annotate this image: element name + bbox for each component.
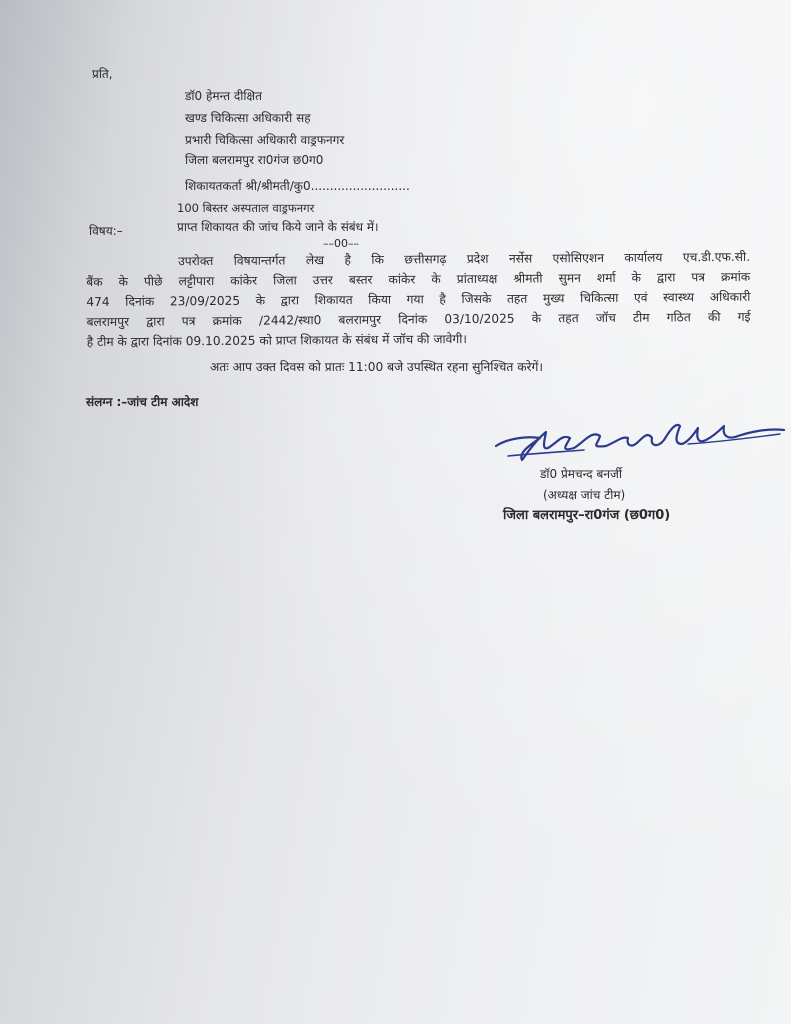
enclosure: संलग्न :–जांच टीम आदेश	[86, 395, 199, 409]
signatory-role: (अध्यक्ष जांच टीम)	[543, 488, 626, 502]
handwritten-signature	[488, 408, 788, 468]
body-paragraph	[86, 249, 751, 350]
body-line-1: उपरोक्त विषयान्तर्गत लेख है कि छत्तीसगढ़ प्रदेश नर्सेस एसोसिएशन कार्यालय एच.डी.एफ.सी.	[178, 249, 751, 269]
recipient-designation-2: प्रभारी चिकित्सा अधिकारी वाड्रफनगर	[185, 133, 345, 147]
subject-text: प्राप्त शिकायत की जांच किये जाने के संबंध में।	[177, 220, 379, 234]
body-line-4: बलरामपुर द्वारा पत्र क्रमांक /2442/स्था0 बलरामपुर दिनांक 03/10/2025 के तहत जॉच टीम गठित की गई	[86, 309, 751, 329]
recipient-name: डॉ0 हेमन्त दीक्षित	[185, 89, 262, 103]
signatory-district: जिला बलरामपुर–रा0गंज (छ0ग0)	[503, 508, 671, 523]
instruction-line: अतः आप उक्त दिवस को प्रातः 11:00 बजे उपस्थित रहना सुनिश्चित करेगें।	[210, 360, 544, 374]
body-line-3: 474 दिनांक 23/09/2025 के द्वारा शिकायत किया गया है जिसके तहत मुख्य चिकित्सा एवं स्वास्थ्य अधिकारी	[86, 289, 751, 309]
signatory-name: डॉ0 प्रेमचन्द बनर्जी	[540, 467, 623, 481]
recipient-prefix: प्रति,	[92, 67, 113, 81]
complainant-line: शिकायतकर्ता श्री/श्रीमती/कु0..........................	[185, 179, 410, 193]
complainant-hospital: 100 बिस्तर अस्पताल वाड्रफनगर	[177, 201, 315, 215]
subject-label: विषय:–	[89, 224, 123, 238]
recipient-designation-1: खण्ड चिकित्सा अधिकारी सह	[185, 111, 311, 125]
body-line-5: है टीम के द्वारा दिनांक 09.10.2025 को प्राप्त शिकायत के संबंध में जॉच की जावेगी।	[86, 332, 468, 349]
body-line-2: बैंक के पीछे लट्टीपारा कांकेर जिला उत्तर बस्तर कांकेर के प्रांताध्यक्ष श्रीमती सुमन शर्मा के द्वारा पत्र क्रमांक	[86, 269, 751, 289]
recipient-district: जिला बलरामपुर रा0गंज छ0ग0	[185, 153, 324, 167]
separator: ––00––	[323, 237, 359, 250]
